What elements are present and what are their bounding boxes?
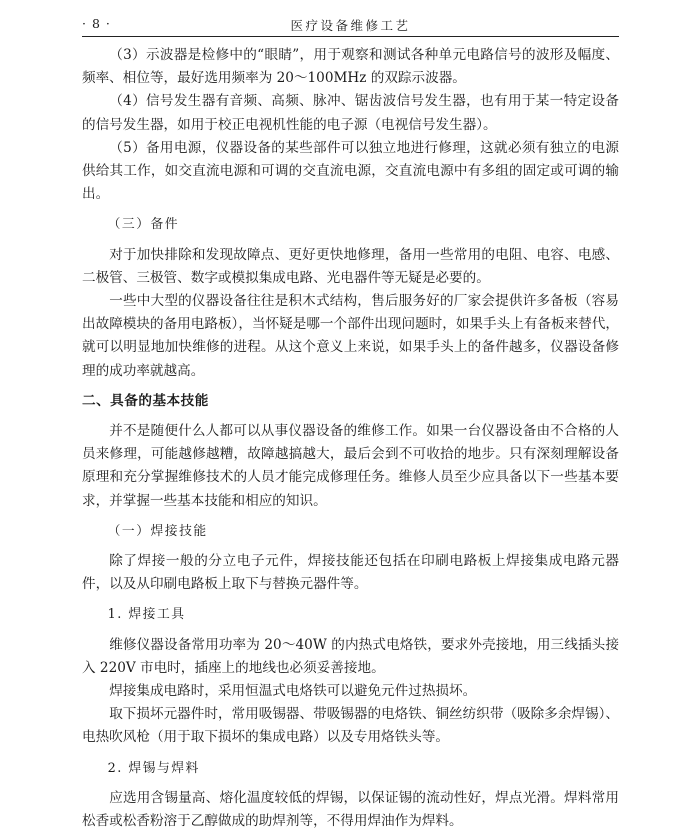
spacer (82, 627, 619, 634)
spacer (82, 237, 619, 244)
page-header (82, 14, 619, 36)
subheading-solder-flux: 2. 焊锡与焊料 (107, 760, 200, 776)
subheading-soldering-tools: 1. 焊接工具 (107, 607, 186, 623)
para-solder-flux: 应选用含锡量高、熔化温度较低的焊锡，以保证锡的流动性好，焊点光滑。焊料常用松香或松香粉溶于乙醇做成的助焊剂等，不得用焊油作为焊料。 (82, 789, 619, 830)
spacer (82, 413, 619, 420)
spacer (82, 780, 619, 787)
header-rule (82, 36, 619, 37)
spacer (82, 206, 619, 213)
running-title: 医疗设备维修工艺 (290, 18, 411, 33)
para-constant-temp-iron: 焊接集成电路时，采用恒温式电烙铁可以避免元件过热损坏。 (109, 683, 477, 700)
para-spare-parts-1: 对于加快排除和发现故障点、更好更快地修理，备用一些常用的电阻、电容、电感、二极管、三极管、数字或模拟集成电路、光电器件等无疑是必要的。 (82, 246, 619, 286)
spacer (82, 513, 619, 520)
para-spare-parts-2: 一些中大型的仪器设备往往是积木式结构，售后服务好的厂家会提供许多备板（容易出故障模块的备用电路板），当怀疑是哪一个部件出现问题时，如果手头上有备板来替代，就可以明显地加快维修的进程。从这个意义上来说，如果手头上的备件越多，仪器设备修理的成功率就越高。 (82, 293, 619, 379)
spacer (82, 596, 619, 603)
spacer (82, 750, 619, 757)
subheading-soldering-skills: （一）焊接技能 (107, 523, 208, 539)
para-power-supply: （5）备用电源，仪器设备的某些部件可以独立地进行修理，这就必须有独立的电源供给其工作，如交直流电源和可调的交直流电源，交直流电源中有多组的固定或可调的输出。 (82, 139, 619, 203)
section-heading-basic-skills: 二、具备的基本技能 (82, 392, 209, 409)
para-soldering-skills: 除了焊接一般的分立电子元件，焊接技能还包括在印刷电路板上焊接集成电路元器件，以及从印刷电路板上取下与替换元器件等。 (82, 553, 619, 593)
para-basic-skills: 并不是随便什么人都可以从事仪器设备的维修工作。如果一台仪器设备由不合格的人员来修理，可能越修越糟，故障越搞越大，最后会到不可收拾的地步。只有深刻理解设备原理和充分掌握维修技术的人员才能完成修理任务。维修人员至少应具备以下一些基本要求，并掌握一些基本技能和相应的知识。 (82, 423, 619, 509)
spacer (82, 383, 619, 390)
para-oscilloscope: （3）示波器是检修中的“眼睛”，用于观察和测试各种单元电路信号的波形及幅度、频率、相位等，最好选用频率为 20～100MHz 的双踪示波器。 (82, 47, 619, 87)
page-number: · 8 · (82, 16, 111, 31)
para-desoldering-tools: 取下损坏元器件时，常用吸锡器、带吸锡器的电烙铁、铜丝纺织带（吸除多余焊锡）、电热吹风枪（用于取下损坏的集成电路）以及专用烙铁头等。 (82, 706, 619, 746)
para-signal-generator: （4）信号发生器有音频、高频、脉冲、锯齿波信号发生器，也有用于某一特定设备的信号发生器，如用于校正电视机性能的电子源（电视信号发生器）。 (82, 93, 619, 133)
subheading-spare-parts: （三）备件 (107, 217, 180, 233)
para-soldering-iron: 维修仪器设备常用功率为 20～40W 的内热式电烙铁，要求外壳接地，用三线插头接入 220V 市电时，插座上的地线也必须妥善接地。 (82, 636, 619, 676)
spacer (82, 543, 619, 550)
body-text (82, 44, 619, 833)
